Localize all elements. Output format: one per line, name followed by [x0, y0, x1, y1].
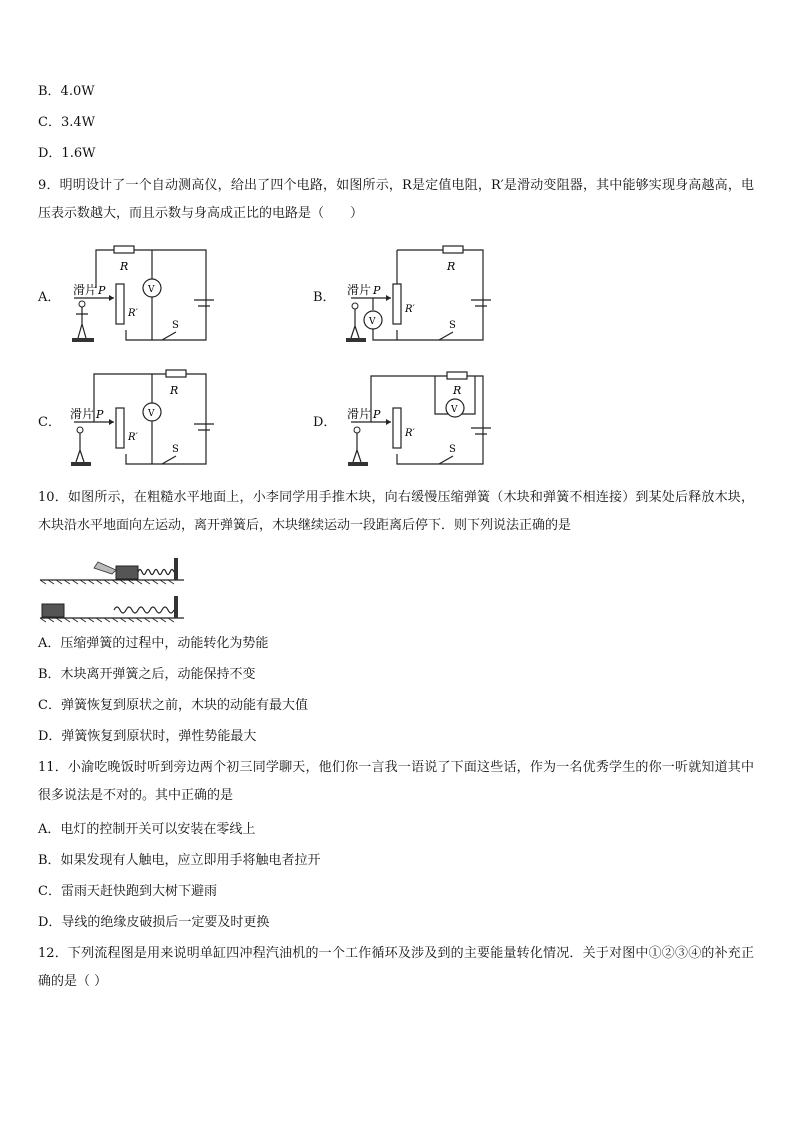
circuit-b-diagram: [343, 244, 493, 346]
svg-text:R: R: [447, 260, 456, 273]
circuit-b-label: B．: [313, 290, 336, 305]
question-10-option-b: B．木块离开弹簧之后，动能保持不变: [38, 667, 256, 682]
slider-label-b: 滑片: [347, 283, 372, 297]
svg-text:R′: R′: [405, 428, 415, 439]
svg-text:P: P: [98, 284, 106, 297]
svg-text:S: S: [172, 320, 179, 331]
question-11-option-a: A．电灯的控制开关可以安装在零线上: [38, 822, 256, 837]
svg-text:R′: R′: [128, 432, 138, 443]
svg-text:R′: R′: [128, 308, 138, 319]
svg-text:R: R: [170, 384, 179, 397]
circuit-c-label: C．: [38, 415, 61, 430]
question-11-option-b: B．如果发现有人触电，应立即用手将触电者拉开: [38, 853, 321, 868]
svg-text:R: R: [120, 260, 129, 273]
question-11-stem: 11．小渝吃晚饭时听到旁边两个初三同学聊天，他们你一言我一语说了下面这些话，作为一名优秀学生的你一听就知道其中很多说法是不对的。其中正确的是: [38, 760, 754, 803]
svg-text:S: S: [449, 444, 456, 455]
slider-label-a: 滑片: [73, 283, 98, 297]
question-10-stem: 10．如图所示，在粗糙水平地面上，小李同学用手推木块，向右缓慢压缩弹簧（木块和弹簧不相连接）到某处后释放木块，木块沿水平地面向左运动，离开弹簧后，木块继续运动一段距离后停下．则下列说法正确的是: [38, 490, 754, 533]
question-10-option-c: C．弹簧恢复到原状之前，木块的动能有最大值: [38, 698, 308, 713]
slider-label-d: 滑片: [347, 407, 372, 421]
question-10-option-d: D．弹簧恢复到原状时，弹性势能最大: [38, 729, 257, 744]
circuit-a-diagram: [66, 244, 216, 346]
svg-text:P: P: [96, 408, 104, 421]
slider-label-c: 滑片: [70, 407, 95, 421]
question-10-option-a: A．压缩弹簧的过程中，动能转化为势能: [38, 636, 269, 651]
option-d-prev: D．1.6W: [38, 146, 96, 161]
spring-block-figure: [38, 552, 188, 622]
svg-text:P: P: [373, 408, 381, 421]
svg-text:P: P: [373, 284, 381, 297]
question-11-option-c: C．雷雨天赶快跑到大树下避雨: [38, 884, 217, 899]
circuit-d-diagram: [343, 368, 493, 470]
question-12-stem: 12．下列流程图是用来说明单缸四冲程汽油机的一个工作循环及涉及到的主要能量转化情况．关于对图中①②③④的补充正确的是（ ）: [38, 946, 754, 989]
svg-text:V: V: [451, 405, 458, 415]
circuit-d-label: D．: [313, 415, 337, 430]
option-c-prev: C．3.4W: [38, 115, 95, 130]
question-9-stem: 9．明明设计了一个自动测高仪，给出了四个电路，如图所示，R是定值电阻，R′是滑动变阻器，其中能够实现身高越高，电压表示数越大，而且示数与身高成正比的电路是（ ）: [38, 178, 754, 221]
svg-text:V: V: [148, 409, 155, 419]
question-11-option-d: D．导线的绝缘皮破损后一定要及时更换: [38, 915, 270, 930]
circuit-c-diagram: [66, 368, 216, 470]
svg-text:R′: R′: [405, 304, 415, 315]
option-b-prev: B．4.0W: [38, 84, 95, 99]
svg-text:V: V: [148, 285, 155, 295]
svg-text:S: S: [172, 444, 179, 455]
svg-text:V: V: [369, 317, 376, 327]
circuit-a-label: A．: [38, 290, 61, 305]
svg-text:S: S: [449, 320, 456, 331]
svg-text:R: R: [453, 384, 462, 397]
